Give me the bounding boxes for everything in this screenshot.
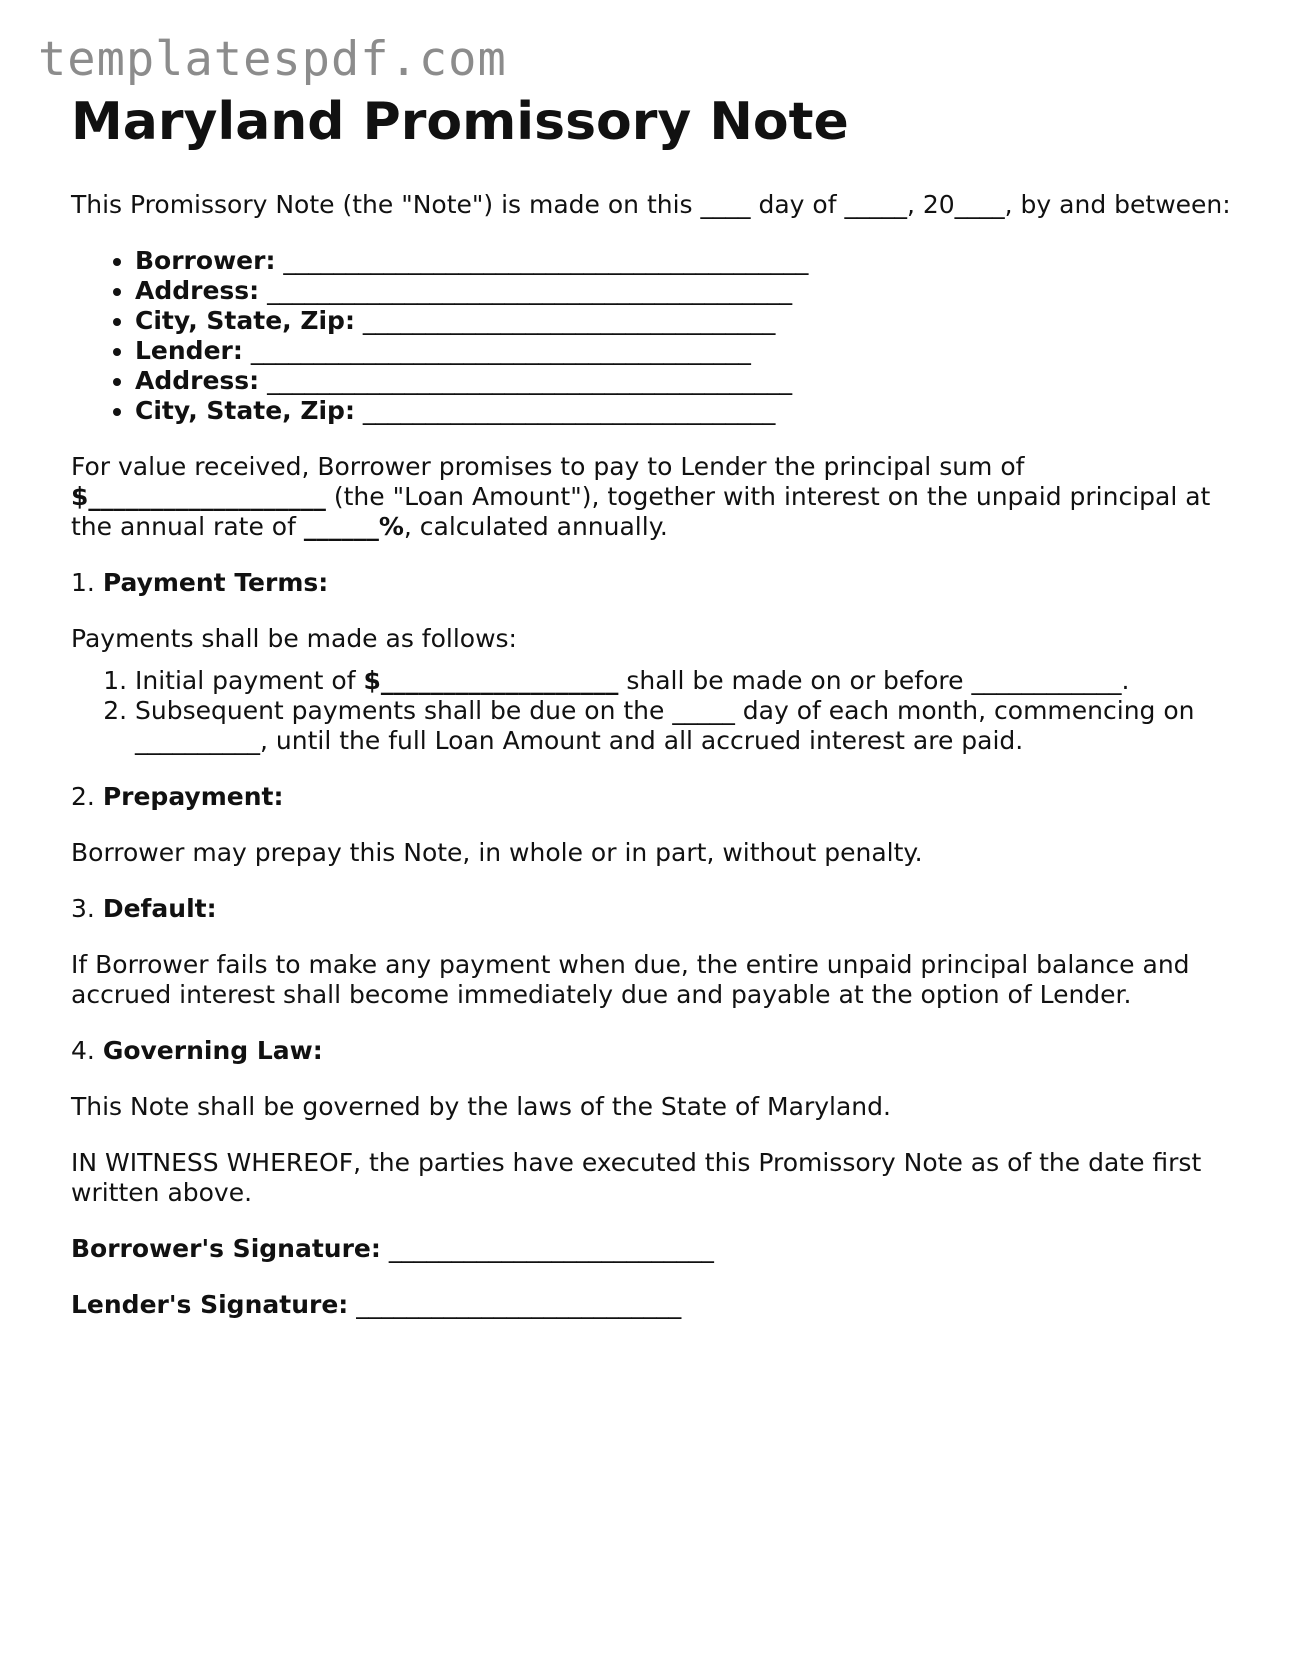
borrower-signature-line (71, 1234, 1231, 1264)
principal-text: (the "Loan Amount"), together with interest on the unpaid principal at the annual rate of (71, 482, 1211, 541)
initial-payment-blank: $___________________ (363, 666, 619, 695)
payment-terms-intro: Payments shall be made as follows: (71, 624, 517, 653)
party-blank: __________________________________________ (267, 276, 793, 305)
prepayment-body: Borrower may prepay this Note, in whole or in part, without penalty. (71, 838, 923, 867)
party-item-borrower-city (135, 306, 1231, 336)
intro-paragraph: This Promissory Note (the "Note") is made on this ____ day of _____, 20____, by and between: (71, 190, 1231, 219)
section-heading-text: Prepayment: (102, 782, 284, 811)
document-body (71, 88, 1231, 1346)
section-number: 4. (71, 1036, 103, 1065)
section-heading-text: Default: (102, 894, 217, 923)
document-title: Maryland Promissory Note (71, 92, 849, 152)
section-number: 3. (71, 894, 103, 923)
borrower-signature-label: Borrower's Signature: (71, 1234, 381, 1263)
payment-item-initial (135, 666, 1231, 696)
party-item-lender (135, 336, 1231, 366)
party-label: Borrower: (135, 246, 276, 275)
party-label: Lender: (135, 336, 243, 365)
principal-text: , calculated annually. (403, 512, 668, 541)
lender-signature-label: Lender's Signature: (71, 1290, 349, 1319)
borrower-signature-blank: __________________________ (388, 1234, 714, 1263)
party-label: City, State, Zip: (135, 306, 355, 335)
section-heading-governing-law (71, 1036, 1231, 1066)
section-heading-default (71, 894, 1231, 924)
party-label: City, State, Zip: (135, 396, 355, 425)
party-item-lender-address (135, 366, 1231, 396)
party-blank: ________________________________________ (250, 336, 751, 365)
witness-paragraph: IN WITNESS WHEREOF, the parties have executed this Promissory Note as of the date first written above. (71, 1148, 1202, 1207)
section-number: 2. (71, 782, 103, 811)
section-heading-text: Payment Terms: (102, 568, 329, 597)
section-heading-prepayment (71, 782, 1231, 812)
party-item-lender-city (135, 396, 1231, 426)
payment-item-subsequent: 2. Subsequent payments shall be due on the _____ day of each month, commencing on __________, until the full Loan Amount and all accrued interest are paid. (135, 696, 1231, 756)
payment-text: shall be made on or before ____________. (618, 666, 1130, 695)
watermark-text: templatespdf.com (38, 32, 507, 87)
party-label: Address: (135, 276, 260, 305)
section-heading-payment-terms (71, 568, 1231, 598)
interest-rate-blank: ______% (303, 512, 404, 541)
principal-paragraph (71, 452, 1231, 542)
party-list (71, 246, 1231, 426)
section-number: 1. (71, 568, 103, 597)
loan-amount-blank: $___________________ (71, 482, 326, 511)
payment-text: Initial payment of (135, 666, 364, 695)
default-body: If Borrower fails to make any payment when due, the entire unpaid principal balance and accrued interest shall become immediately due and payable at the option of Lender. (71, 950, 1190, 1009)
party-item-borrower (135, 246, 1231, 276)
lender-signature-blank: __________________________ (356, 1290, 682, 1319)
payment-list (71, 666, 1231, 756)
governing-law-body: This Note shall be governed by the laws of the State of Maryland. (71, 1092, 891, 1121)
party-label: Address: (135, 366, 260, 395)
lender-signature-line (71, 1290, 1231, 1320)
principal-text: For value received, Borrower promises to pay to Lender the principal sum of (71, 452, 1025, 481)
party-blank: _________________________________ (362, 306, 776, 335)
party-blank: __________________________________________ (267, 366, 793, 395)
section-heading-text: Governing Law: (102, 1036, 323, 1065)
party-blank: __________________________________________ (283, 246, 809, 275)
party-item-borrower-address (135, 276, 1231, 306)
party-blank: _________________________________ (362, 396, 776, 425)
